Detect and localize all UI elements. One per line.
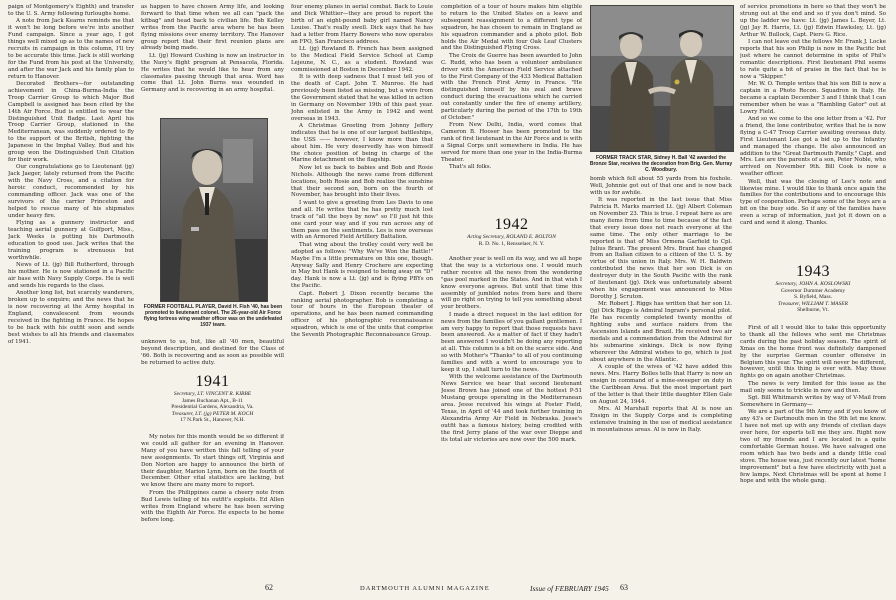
paragraph: Well, that was the closing of Lee's note and likewise mine. I would like to thank once again the families for the contributions and to encourage this type of cooperation. Perhaps some of the boys are a bit on the busy side. So if any of the families have even a scrap of information, just jot it down on a card and send it along. Thanks. xyxy=(740,178,886,227)
paragraph: I can not leave out the fellows Mr. Frank J. Locke reports that his son Philip is now in the Pacific but just where he cannot determine in spite of Phil's romantic descriptions. First lieutenant Phil seems to rate quite a bit of praise in the fact that he is now a "Skipper." xyxy=(740,39,886,80)
photo-caption: FORMER TRACK STAR, Sidney H. Ball '42 awarded the Bronze Star, receives the decoration from Brig. Gen. Murray C. Woodbury. xyxy=(589,155,733,173)
paragraph: A couple of the wives of '42 have added this news. Mrs. Harry Bolles tells that Harry is now an ensign in command of a mine-sweeper on duty in the Caribbean Area. But the most important part of the letter is that their little daughter Ellen Gale on August 24, 1944. xyxy=(590,363,732,405)
paragraph: First of all I would like to take this opportunity to thank all the fellows who sent me Christmas cards during the past holiday season. The spirit of Xmas on the home front was definitely dampened by the surprise German counter offensive in Belgium this year. The spirit will never be different, however, until this thing is over with. May those fights go on again another Christmas. xyxy=(740,325,886,380)
paragraph: paign of Montgomery's Eighth) and transfer to the U. S. Army following furloughs home. xyxy=(8,4,134,17)
column-2-after-caption xyxy=(141,339,284,369)
paragraph: With the welcome assistance of the Dartmouth News Service we hear that second lieutenant Jesse Brown has joined one of the hottest P-51 Mustang groups operating in the Mediterranean area. Jesse received his wings at Foster Field, Texas, in April of '44 and took further training in Alexandria Army Air Field in Nebraska. Jesse's outfit has a famous history, being credited with the first Jerry plane of the war over Dieppe and its total air victories are now over the 500 mark. xyxy=(441,374,582,443)
class-year: 1941 xyxy=(195,373,230,390)
paragraph: My notes for this month would be so different if we could all gather for an evening in Hanover. Many of you have written this fall telling of your new assignments. To start things off, Virginia and Don Norton are happy to announce the birth of their daughter, Marion Lynn, born on the fourth of December. Other vital statistics are lacking, but we know there are many more to report. xyxy=(141,434,284,489)
class-year: 1942 xyxy=(494,216,529,233)
class-secretary-address: Presidential Gardens, Alexandria, Va. xyxy=(171,404,254,410)
class-secretary-address: R. D. No. 1, Rensselaer, N. Y. xyxy=(478,240,545,247)
officer-portrait-photo xyxy=(160,118,268,302)
paragraph: A Christmas Greeting from Johnny Jeffery indicates that he is one of our largest battleships, the USS —— however, I know more than that about him. He very deservedly has won himself the choice position of being in charge of the Marine detachment on the flagship. xyxy=(291,122,433,164)
class-heading-1942 xyxy=(441,216,582,247)
paragraph: Now let us back to babies and Bob and Rosie Nichols. Although the news came from different locations, both Rosie and Bob realize the sunshine that their second son, born on the fourth of November, has brought into their lives. xyxy=(291,164,433,199)
paragraph: of service promotions in here so that they won't be strung out at the end and so if you don't mind. So up the ladder we have: Lt. (jg) James L. Beyer, Lt. (jg) Jay R. Harris, Lt. (jg) Edwin Hawksley, Lt. (jg) Arthur W. Bullock, Capt. Piers G. Rice. xyxy=(740,4,886,38)
column-2-bottom xyxy=(141,434,284,574)
paragraph: Our congratulations go to Lieutenant (jg) Jack Jaeger, lately returned from the Pacific with the Navy Cross, and a citation for heroic conduct, recommended by his commanding officer. Jack was one of the survivors of the carrier Princeton and helped to rescue many of his shipmates under heavy fire. xyxy=(8,164,134,219)
class-secretary: Acting Secretary, ROLAND E. BOLTON xyxy=(467,234,556,240)
class-secretary-address: James Buchanan Apt., B-11 xyxy=(181,397,244,404)
paragraph: I want to give a greeting from Les Davis to one and all. He writes that he has pretty much lost track of "all the boys by now" so I'll just hit this one card your way and if you run across any of them pass on the sentiments. Les is now overseas with an Armored Field Artillery Battalion. xyxy=(291,199,433,241)
paragraph: And so we come to the one letter from a '42. For a friend, the lone contributor, writes that he is now flying a C-47 Troop Carrier awaiting overseas duty. First Lieutenant Lee got a bid up to the Infantry and managed the change. He also announced an addition to the "Great Dartmouth Family." Capt. and Mrs. Lee are the parents of a son, Peter Noble, who arrived on November 9th. Bill Cook is now a weather officer. xyxy=(740,116,886,178)
paragraph: Capt. Robert J. Dixon recently became the ranking aerial photographer. Bob is completing a tour of hours in the European theater of operations, and he has been named commanding officer of his photographic reconnaissance squadron, which is one of the units that comprise the Seventh Photographic Reconnaissance Group. xyxy=(291,290,433,339)
paragraph: The news is very limited for this issue as the mail only seems to trickle in now and then. xyxy=(740,380,886,394)
paragraph: I made a direct request in the last edition for news from the families of you gallant gentlemen. I am very happy to report that those requests have been answered. As a matter of fact if they hadn't been answered I wouldn't be doing any reporting at all. This column is a bit on the scarce side. And so with Mother's "Thanks" to all of you continuing families and with a word to encourage you to keep it up, I shall turn to the news. xyxy=(441,311,582,373)
paragraph: Another year is well on its way, and we all hope that the way is a victorious one. I would much rather receive all the news from the wondering "gas pool marked in the States. And in that wish I know everyone agrees. But until that time this assembly of jumbled notes from here and there will go right on trying to tell you something about your brothers. xyxy=(441,256,582,311)
class-year: 1943 xyxy=(796,263,830,280)
paragraph: as happen to have chosen Army life, and looking forward to that time when we all can "pack the kitbag" and head back to civilian life. Bob Kelley writes from the Pacific area where he has been flying missions over enemy territory. The Hanover group report that their first reunion plans are already being made. xyxy=(141,4,284,52)
class-treasurer-address: 17 N.Park St., Hanover, N.H. xyxy=(180,417,245,423)
class-secretary: Secretary, JOHN A. KOSLOWSKI xyxy=(775,281,851,287)
paragraph: Mr. W. O. Temple writes that his son Bill is now a captain in a Photo Recon. Squadron in Italy. He became a captain December 3 and I think that I can remember when he was a "Rambling Gator" out at Lowry Field. xyxy=(740,80,886,115)
class-treasurer: Treasurer, WILLIAM T. MASER xyxy=(778,300,848,307)
award-ceremony-image xyxy=(591,6,733,151)
photo-caption: FORMER FOOTBALL PLAYER, David H. Fish '40, has been promoted to lieutenant colonel. The 26-year-old Air Force flying fortress wing weather officer was on the undefeated 1937 team. xyxy=(143,304,283,328)
column-1 xyxy=(8,4,134,576)
class-treasurer-address: Shelburne, Vt. xyxy=(797,307,829,313)
class-secretary: Secretary, LT. VINCENT R. KIBBE xyxy=(173,391,252,397)
column-6-top xyxy=(740,4,886,262)
paragraph: Another long list, but scarcely wanderers, broken up to enquire; and the news that he is now recovering at the Army hospital in England, convalescent from wounds received in the fighting in France. He hopes to be back with his outfit soon and sends best wishes to all his friends and classmates of 1941. xyxy=(8,290,134,345)
column-2-top xyxy=(141,4,284,116)
paragraph: bomb which fell about 55 yards from his foxhole. Well, Johnnie got out of that one and is now back with us for awhile. xyxy=(590,176,732,196)
paragraph: It is with deep sadness that I must tell you of the death of Capt. John T. Munroe. He had previously been listed as missing, but a wire from the Government stated that he was killed in action in Germany on November 19th of this past year. John enlisted in the Army in 1942 and went overseas in 1943. xyxy=(291,74,433,122)
magazine-title: DARTMOUTH ALUMNI MAGAZINE xyxy=(360,585,490,592)
column-6-bottom xyxy=(740,325,886,574)
page-number-right: 63 xyxy=(620,583,628,592)
class-treasurer: Treasurer, LT. (jg) PETER M. KOCH xyxy=(171,410,254,417)
paragraph: Sgt. Bill Whitmarsh writes by way of V-Mail from Somewhere in Germany— xyxy=(740,395,886,408)
paragraph: Decorated Brothers—for outstanding achievement in China-Burma-India the Troop Carrier Group to which Major Bud Campbell is assigned has been cited by the 14th Air Force. Bud is entitled to wear the Distinguished Unit Badge. Last April his Troop Carrier Group, stationed in the Mediterranean, was suddenly ordered to fly to the support of the British, fighting the Japanese in the Imphal Valley. Bud and his group won the Distinguished Unit Citation for their work. xyxy=(8,80,134,163)
award-ceremony-photo xyxy=(590,5,734,152)
paragraph: News of Lt. (jg) Bill Rutherford, through his mother. He is now stationed in a Pacific air base with Navy Supply Corps. He is well and sends his regards to the class. xyxy=(8,262,134,289)
paragraph: From New Delhi, India, word comes that Cameron B. Hooser has been promoted to the rank of first lieutenant in the Air Force and is with a Signal Corps unit somewhere in India. He has served for more than one year in the India-Burma Theater. xyxy=(441,122,582,163)
paragraph: That wing about the trolley could very well be adopted as follows: "Why We've Won the Battle!" Maybe I'm a little premature on this one, though. Anyway Sally and Henry Crochere are expecting in May but Hank is resigned to being away on "D" day. Hank is now a Lt. (jg) and is flying PBYs on the Pacific. xyxy=(291,241,433,290)
paragraph: From the Philippines came a cheery note from Bud Lewis telling of his outfit's exploits. Ed Allen writes from England where he has been serving with the Eighth Air Force. He expects to be home before long. xyxy=(141,489,284,524)
paragraph: That's all folks. xyxy=(449,164,492,171)
column-3 xyxy=(291,4,433,576)
column-4-bottom xyxy=(441,256,582,574)
paragraph: Lt. (jg) Rowland B. French has been assigned to the Medical Field Service School at Camp Lejeune, N. C., as a student. Rowland was commissioned at Boston in December 1942. xyxy=(291,45,433,73)
paragraph: Mr. Robert J. Riggs has written that her son Lt. (jg) Dick Riggs is Admiral Ingram's personal pilot. He has recently completed twenty months of fighting subs and surface raiders from the Ascension Islands and Brazil. He received two air medals and a commendation from the Admiral for his submarine sinkings. Dick is now flying wherever the Admiral wishes to go, which is just about anywhere in the Atlantic. xyxy=(590,301,732,363)
paragraph: Flying as a gunnery instructor and teaching aerial gunnery at Gulfport, Miss., Jack Weeks is putting his Dartmouth education to good use. Jack writes that the training program is strenuous but worthwhile. xyxy=(8,220,134,261)
paragraph: completion of a tour of hours makes him eligible to return to the United States on a leave and subsequent reassignment to a different type of squadron, he has chosen to remain in England as his squadron commander and a photo pilot. Bob holds the Air Medal with four Oak Leaf Clusters and the Distinguished Flying Cross. xyxy=(441,4,582,52)
paragraph: It was reported in the last issue that Miss Patricia R. Marks married Lt. (jg) Albert Coleman on November 23. This is true. I repeat here as are many items from time to time because of the fact that every issue does not reach everyone at the same time. The only other marriage to be reported is that of Miss Ormena Garfield to Cpl. Julius Brant. The present Mrs. Brant has changed from an Italian citizen to a citizen of the U. S. by virtue of this union in Italy. Mrs. W. H. Baldwin contributed the news that her son Dick is on destroyer duty in the South Pacific with the rank of lieutenant (jg). Dick was unfortunately absent when his engagement was announced to Miss Dorothy J. Scruton. xyxy=(590,197,732,300)
column-5-left xyxy=(590,176,732,574)
officer-portrait-image xyxy=(161,119,267,301)
column-4-top xyxy=(441,4,582,216)
class-heading-1943 xyxy=(740,263,886,314)
class-secretary-address: Governor Dummer Academy xyxy=(780,287,846,294)
paragraph: four enemy planes in aerial combat. Back to Louie and Dick Whittier—they are proud to report the birth of an eight-pound baby girl named Nancy Louise. That's really swell. Dick says that he has had a letter from Harry Bowers who now operates an FPO, San Francisco address. xyxy=(291,4,433,45)
class-secretary-address: S. Byfield, Mass. xyxy=(793,294,833,300)
paragraph: Mrs. Al Marshall reports that Al is now an Ensign in the Supply Corps and is completing extensive training in the use of medical assistance in mountainous areas. Al is now in Italy. xyxy=(590,405,732,433)
paragraph: unknown to us, but, like all '40 men, beautiful beyond description, and destined for the Class of '66. Both is recovering and as soon as possible will be returned to active duty. xyxy=(141,339,284,366)
class-heading-1941 xyxy=(141,373,284,424)
issue-label: Issue of FEBRUARY 1945 xyxy=(530,584,609,593)
paragraph: We are a part of the 9th Army and if you know of any 43's or Dartmouth men in the 9th let me know. I have not met up with any friends of civilian days over here, for experts tell me they are. Right now two of my friends and I are located in a quite comfortable German house. We have salvaged one room which has two beds and a dandy little coal stove. The house was, just recently our latest "home improvement" but a few have electricity with just a few lamps. Next Christmas will be spent at home I hope and with the whole gang. xyxy=(740,409,886,485)
paragraph: A note from Jack Kearns reminds me that it won't be long before we're into another Fund campaign. Since a year ago, I got things well mixed up as to the names of new recruits in campaign in this column, I'll try to be accurate this time. Jack is still working for the Fund from his post at the University, and after the war Jack and his family plan to return to Hanover. xyxy=(8,18,134,80)
page-number-left: 62 xyxy=(265,583,273,592)
paragraph: Lt. (jg) Howard Cushing is now an instructor in the Navy's flight program at Pensacola, Florida. He writes that he would like to hear from any classmates passing through that area. Word has come that Lt. John Burns was wounded in Germany and is recovering in an army hospital. xyxy=(141,52,284,94)
paragraph: The Croix de Guerre has been awarded to John C. Rudd, who has been a volunteer ambulance driver with the American Field Service attached to the First Company of the 433 Medical Battalion with the French First Army in France. "He distinguished himself by his zeal and brave conduct during the evacuations which he carried out constantly under the fire of enemy artillery, particularly during the period of the 17th to 19th of October." xyxy=(441,52,582,121)
